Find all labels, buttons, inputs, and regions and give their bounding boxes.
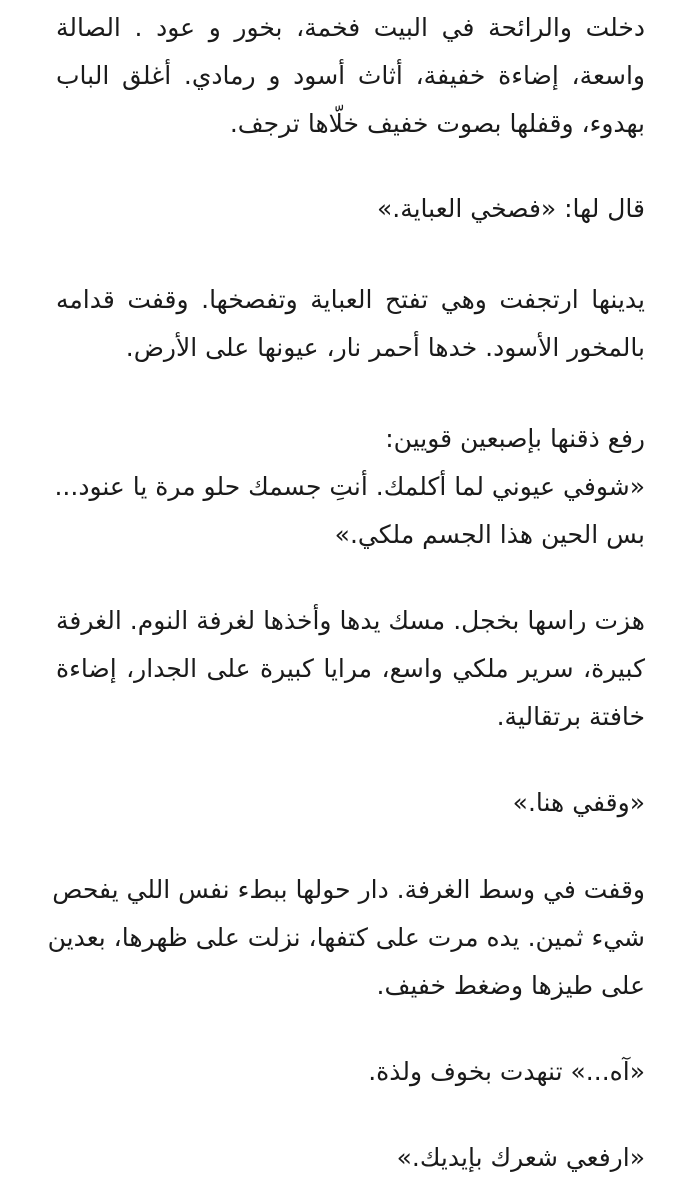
text-line: كبيرة، سرير ملكي واسع، مرايا كبيرة على الجدار، إضاءة [56, 654, 645, 683]
text-line: «ارفعي شعرك بإيديك.» [396, 1143, 645, 1172]
text-line: خافتة برتقالية. [496, 702, 645, 731]
text-line: دخلت والرائحة في البيت فخمة، بخور و عود . الصالة [56, 13, 645, 42]
text-line: «وقفي هنا.» [512, 788, 645, 817]
text-line: على طيزها وضغط خفيف. [376, 971, 645, 1000]
text-line: بالمخور الأسود. خدها أحمر نار، عيونها على الأرض. [125, 333, 645, 362]
text-line: «آه...» تنهدت بخوف ولذة. [368, 1057, 645, 1086]
text-line: يدينها ارتجفت وهي تفتح العباية وتفصخها. وقفت قدامه [56, 285, 645, 314]
text-line: وقفت في وسط الغرفة. دار حولها ببطء نفس اللي يفحص [52, 875, 645, 904]
text-line: رفع ذقنها بإصبعين قويين: [385, 424, 645, 453]
text-line: بس الحين هذا الجسم ملكي.» [334, 520, 645, 549]
text-line: شيء ثمين. يده مرت على كتفها، نزلت على ظهرها، بعدين [47, 923, 645, 952]
text-line: واسعة، إضاءة خفيفة، أثاث أسود و رمادي. أغلق الباب [56, 61, 645, 90]
text-line: قال لها: «فصخي العباية.» [376, 194, 645, 223]
text-line: «شوفي عيوني لما أكلمك. أنتِ جسمك حلو مرة يا عنود... [54, 472, 645, 501]
text-line: بهدوء، وقفلها بصوت خفيف خلّاها ترجف. [229, 109, 645, 138]
text-line: هزت راسها بخجل. مسك يدها وأخذها لغرفة النوم. الغرفة [56, 606, 645, 635]
